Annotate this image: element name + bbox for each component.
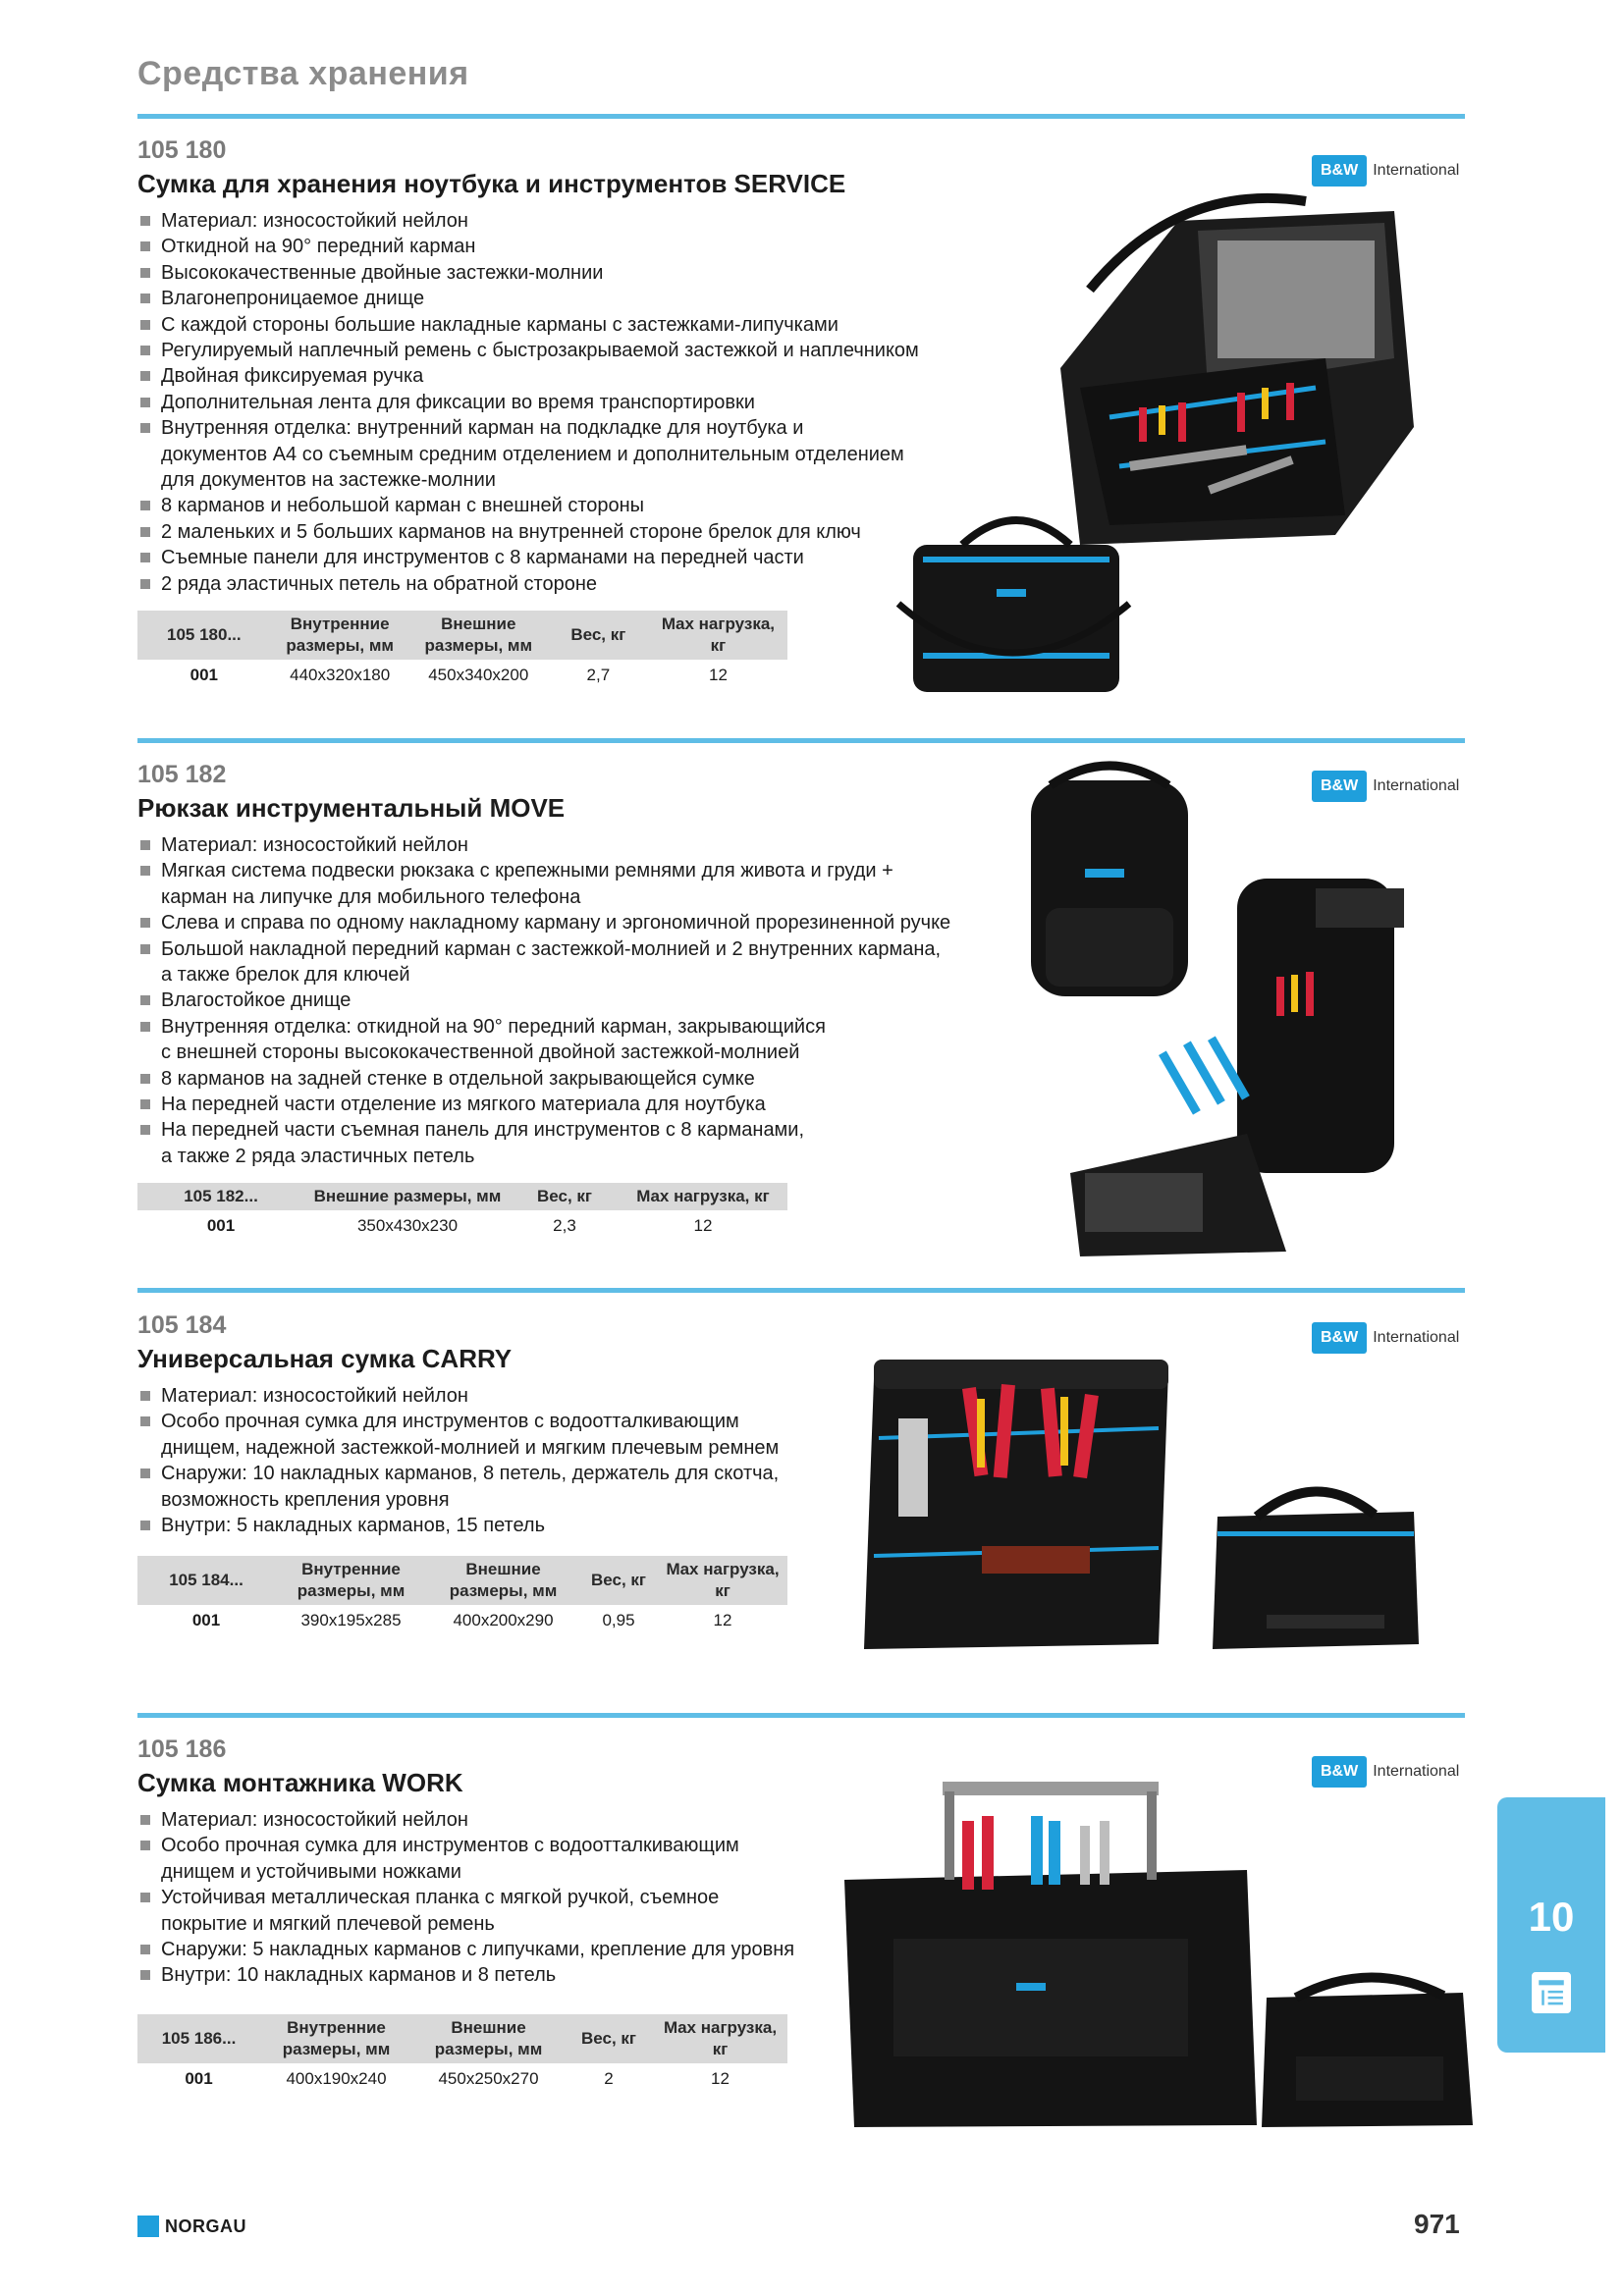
feature-item: Снаружи: 5 накладных карманов с липучками, крепление для уровня bbox=[137, 1937, 864, 1962]
table-header: Внутренние размеры, мм bbox=[260, 2014, 412, 2063]
feature-item: Внутренняя отделка: внутренний карман на подкладке для ноутбука и документов А4 со съемным средним отделением и дополнительным отделением для документов на застежке-молнии bbox=[137, 415, 1001, 493]
table-header: 105 182... bbox=[137, 1183, 304, 1210]
chapter-tab[interactable] bbox=[1497, 1797, 1605, 2053]
table-header: Max нагрузка, кг bbox=[619, 1183, 787, 1210]
feature-item: Снаружи: 10 накладных карманов, 8 петель, держатель для скотча, возможность крепления уровня bbox=[137, 1461, 844, 1513]
table-cell: 450x340x200 bbox=[428, 666, 529, 684]
table-cell: 350x430x230 bbox=[356, 1216, 459, 1235]
feature-item: Большой накладной передний карман с застежкой-молнией и 2 внутренних кармана, а также брелок для ключей bbox=[137, 936, 1021, 988]
logo-box: B&W bbox=[1312, 1756, 1367, 1788]
feature-item: Мягкая система подвески рюкзака с крепежными ремнями для живота и груди + карман на липучке для мобильного телефона bbox=[137, 858, 1021, 910]
article-number: 105 186 bbox=[137, 1735, 227, 1763]
logo-square bbox=[137, 2216, 159, 2237]
feature-item: Особо прочная сумка для инструментов с водоотталкивающим днищем, надежной застежкой-молнией и мягким плечевым ремнем bbox=[137, 1409, 844, 1461]
product-title: Сумка монтажника WORK bbox=[137, 1768, 463, 1797]
feature-item: С каждой стороны большие накладные карманы с застежками-липучками bbox=[137, 312, 1001, 338]
feature-item: Съемные панели для инструментов с 8 карманами на передней части bbox=[137, 545, 1001, 570]
tool-backpack-photo bbox=[992, 761, 1424, 1261]
brand-logo bbox=[1312, 155, 1459, 187]
feature-item: Внутри: 10 накладных карманов и 8 петель bbox=[137, 1962, 864, 1988]
spec-table bbox=[137, 1556, 787, 1636]
product-title: Сумка для хранения ноутбука и инструментов SERVICE bbox=[137, 169, 846, 198]
table-cell: 2,7 bbox=[586, 666, 611, 684]
table-header: Max нагрузка, кг bbox=[649, 611, 787, 660]
feature-list bbox=[137, 1807, 864, 1989]
feature-item: Внутри: 5 накладных карманов, 15 петель bbox=[137, 1513, 844, 1538]
feature-item: На передней части съемная панель для инструментов с 8 карманами, а также 2 ряда эластичных петель bbox=[137, 1117, 1021, 1169]
feature-item: Регулируемый наплечный ремень с быстрозакрываемой застежкой и наплечником bbox=[137, 338, 1001, 363]
table-header: Вес, кг bbox=[548, 611, 649, 660]
feature-item: 2 маленьких и 5 больших карманов на внутренней стороне брелок для ключ bbox=[137, 519, 1001, 545]
logo-text: International bbox=[1373, 162, 1460, 179]
table-cell: 001 bbox=[191, 1611, 221, 1629]
feature-item: Особо прочная сумка для инструментов с водоотталкивающим днищем и устойчивыми ножками bbox=[137, 1833, 864, 1885]
spec-table bbox=[137, 1183, 787, 1242]
divider bbox=[137, 114, 1465, 119]
table-cell: 12 bbox=[693, 1216, 713, 1235]
logo-box: B&W bbox=[1312, 155, 1367, 187]
norgau-logo bbox=[137, 2216, 246, 2237]
table-cell: 400x200x290 bbox=[453, 1611, 554, 1629]
feature-list bbox=[137, 208, 1001, 597]
feature-list bbox=[137, 832, 1021, 1169]
table-cell: 0,95 bbox=[602, 1611, 635, 1629]
chapter-number: 10 bbox=[1528, 1894, 1575, 1940]
logo-text: International bbox=[1373, 1763, 1460, 1780]
article-number: 105 184 bbox=[137, 1311, 227, 1339]
feature-item: Материал: износостойкий нейлон bbox=[137, 208, 1001, 234]
table-header: 105 184... bbox=[137, 1556, 275, 1605]
article-number: 105 180 bbox=[137, 136, 227, 164]
feature-item: Материал: износостойкий нейлон bbox=[137, 1383, 844, 1409]
spec-table bbox=[137, 611, 787, 691]
table-cell: 001 bbox=[185, 2069, 213, 2088]
table-header: Внутренние размеры, мм bbox=[275, 1556, 427, 1605]
feature-item: Высококачественные двойные застежки-молнии bbox=[137, 260, 1001, 286]
table-cell: 12 bbox=[708, 666, 728, 684]
table-header: Внешние размеры, мм bbox=[304, 1183, 511, 1210]
table-header: Max нагрузка, кг bbox=[658, 1556, 787, 1605]
spec-table bbox=[137, 2014, 787, 2095]
table-cell: 12 bbox=[711, 2069, 730, 2088]
table-row bbox=[137, 2063, 787, 2095]
carry-bag-photo bbox=[844, 1320, 1434, 1683]
footer-brand: NORGAU bbox=[165, 2216, 246, 2236]
table-header: Внешние размеры, мм bbox=[427, 1556, 579, 1605]
feature-item: Устойчивая металлическая планка с мягкой ручкой, съемное покрытие и мягкий плечевой ремень bbox=[137, 1885, 864, 1937]
logo-text: International bbox=[1373, 777, 1460, 794]
table-cell: 001 bbox=[206, 1216, 236, 1235]
feature-item: 2 ряда эластичных петель на обратной стороне bbox=[137, 571, 1001, 597]
table-cell: 450x250x270 bbox=[438, 2069, 539, 2088]
divider bbox=[137, 1713, 1465, 1718]
feature-item: Дополнительная лента для фиксации во время транспортировки bbox=[137, 390, 1001, 415]
logo-box: B&W bbox=[1312, 1322, 1367, 1354]
feature-item: Влагонепроницаемое днище bbox=[137, 286, 1001, 311]
table-header: 105 180... bbox=[137, 611, 271, 660]
table-cell: 400x190x240 bbox=[286, 2069, 387, 2088]
table-header: Внешние размеры, мм bbox=[412, 2014, 565, 2063]
table-cell: 440x320x180 bbox=[290, 666, 391, 684]
table-cell: 2,3 bbox=[553, 1216, 576, 1235]
table-row bbox=[137, 1605, 787, 1636]
feature-item: На передней части отделение из мягкого материала для ноутбука bbox=[137, 1092, 1021, 1117]
article-number: 105 182 bbox=[137, 761, 227, 788]
feature-item: Двойная фиксируемая ручка bbox=[137, 363, 1001, 389]
feature-item: Материал: износостойкий нейлон bbox=[137, 832, 1021, 858]
feature-item: 8 карманов на задней стенке в отдельной закрывающейся сумке bbox=[137, 1066, 1021, 1092]
table-row bbox=[137, 1210, 787, 1242]
table-header: Вес, кг bbox=[565, 2014, 653, 2063]
feature-item: Откидной на 90° передний карман bbox=[137, 234, 1001, 259]
feature-item: 8 карманов и небольшой карман с внешней стороны bbox=[137, 493, 1001, 518]
page-title: Средства хранения bbox=[137, 55, 469, 92]
table-cell: 390x195x285 bbox=[300, 1611, 402, 1629]
table-header: 105 186... bbox=[137, 2014, 260, 2063]
table-header: Внутренние размеры, мм bbox=[271, 611, 409, 660]
page-number: 971 bbox=[1414, 2209, 1460, 2239]
divider bbox=[137, 1288, 1465, 1293]
table-header: Вес, кг bbox=[579, 1556, 658, 1605]
feature-item: Внутренняя отделка: откидной на 90° передний карман, закрывающийся с внешней стороны высококачественной двойной застежкой-молнией bbox=[137, 1014, 1021, 1066]
laptop-tool-bag-photo bbox=[884, 191, 1465, 721]
work-bag-photo bbox=[835, 1762, 1492, 2135]
logo-box: B&W bbox=[1312, 771, 1367, 802]
table-cell: 001 bbox=[189, 666, 218, 684]
product-title: Рюкзак инструментальный MOVE bbox=[137, 793, 566, 823]
table-cell: 2 bbox=[604, 2069, 614, 2088]
feature-item: Материал: износостойкий нейлон bbox=[137, 1807, 864, 1833]
product-title: Универсальная сумка CARRY bbox=[137, 1344, 513, 1373]
table-header: Max нагрузка, кг bbox=[653, 2014, 787, 2063]
feature-list bbox=[137, 1383, 844, 1538]
feature-item: Слева и справа по одному накладному карману и эргономичной прорезиненной ручке bbox=[137, 910, 1021, 935]
table-header: Вес, кг bbox=[511, 1183, 619, 1210]
tool-case-icon bbox=[1532, 1972, 1571, 2013]
table-cell: 12 bbox=[713, 1611, 732, 1629]
table-header: Внешние размеры, мм bbox=[409, 611, 548, 660]
table-row bbox=[137, 660, 787, 691]
logo-text: International bbox=[1373, 1329, 1460, 1346]
feature-item: Влагостойкое днище bbox=[137, 988, 1021, 1013]
divider bbox=[137, 738, 1465, 743]
